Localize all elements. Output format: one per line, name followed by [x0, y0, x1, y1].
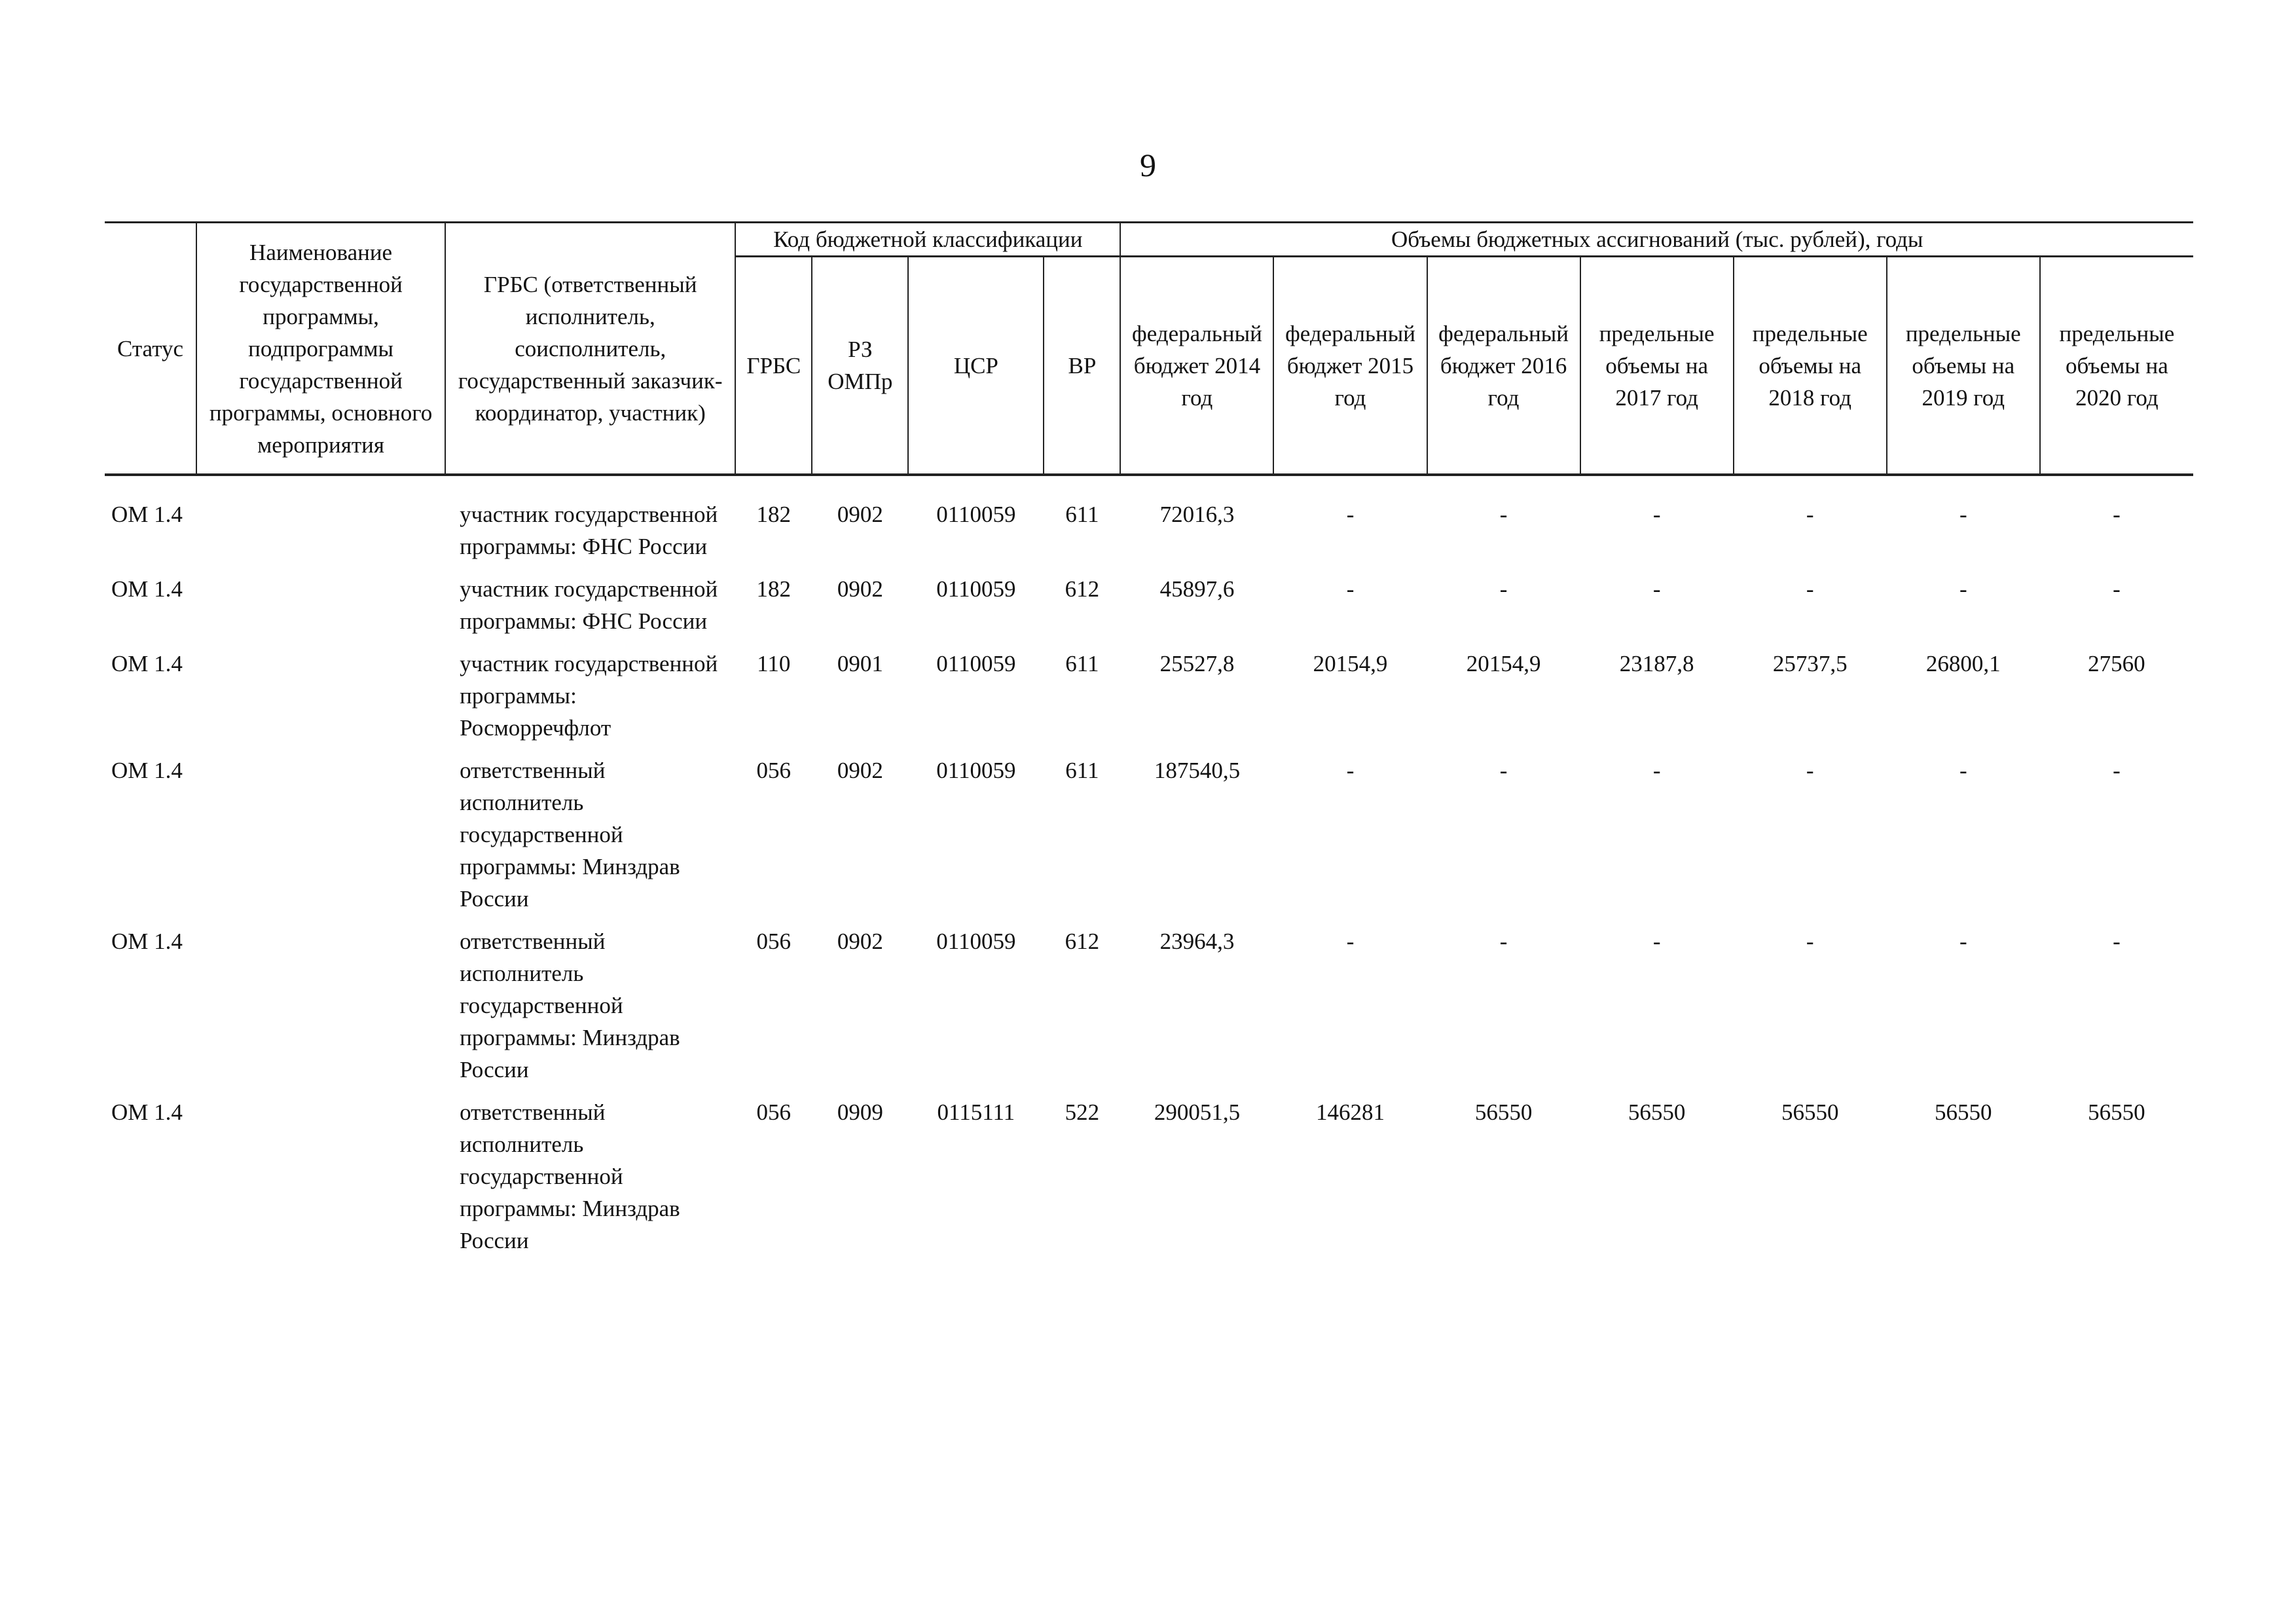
cell-2015: -	[1346, 576, 1355, 602]
cell-2019: 26800,1	[1925, 651, 2001, 676]
cell-2019: -	[1959, 502, 1967, 527]
cell-csr: 0115111	[937, 1099, 1015, 1125]
cell-2016: 56550	[1474, 1099, 1533, 1125]
cell-2016: -	[1499, 576, 1508, 602]
cell-status: ОМ 1.4	[111, 1099, 183, 1125]
cell-grbs: 182	[756, 576, 792, 602]
cell-2016: -	[1499, 758, 1508, 783]
table-row	[105, 754, 2193, 925]
header-vr: ВР	[1044, 257, 1120, 475]
budget-allocation-table	[105, 221, 2193, 1267]
cell-csr: 0110059	[936, 758, 1016, 783]
cell-2020: -	[2113, 502, 2121, 527]
cell-csr: 0110059	[936, 929, 1016, 954]
cell-2020: 27560	[2088, 651, 2145, 676]
cell-grbs-role: ответственный исполнитель государственной программы: Минздрав России	[460, 929, 680, 1082]
table-row	[105, 648, 2193, 754]
cell-rz-ompr: 0902	[837, 576, 883, 602]
cell-csr: 0110059	[936, 651, 1016, 676]
table-row	[105, 573, 2193, 648]
cell-vr: 612	[1065, 576, 1100, 602]
cell-2015: -	[1346, 929, 1355, 954]
cell-grbs: 056	[756, 1099, 792, 1125]
cell-program-name	[196, 1096, 445, 1267]
header-2019: предельные объемы на 2019 год	[1887, 257, 2040, 475]
header-2017: предельные объемы на 2017 год	[1580, 257, 1734, 475]
cell-2020: 56550	[2088, 1099, 2145, 1125]
cell-rz-ompr: 0909	[837, 1099, 883, 1125]
cell-2018: 56550	[1781, 1099, 1839, 1125]
header-grbs: ГРБС	[735, 257, 812, 475]
header-2018: предельные объемы на 2018 год	[1734, 257, 1887, 475]
cell-rz-ompr: 0902	[837, 502, 883, 527]
cell-grbs-role: ответственный исполнитель государственной программы: Минздрав России	[460, 1099, 680, 1253]
cell-grbs: 110	[757, 651, 791, 676]
table-row	[105, 498, 2193, 573]
table-header	[105, 223, 2193, 475]
cell-program-name	[196, 573, 445, 648]
cell-2019: -	[1959, 758, 1967, 783]
table-row	[105, 1096, 2193, 1267]
cell-grbs-role: участник государственной программы: Росморречфлот	[460, 651, 718, 741]
table-body	[105, 475, 2193, 1267]
header-budget-code-group: Код бюджетной классификации	[735, 223, 1120, 257]
cell-program-name	[196, 925, 445, 1096]
header-csr: ЦСР	[908, 257, 1044, 475]
cell-program-name	[196, 498, 445, 573]
table-row	[105, 925, 2193, 1096]
header-2020: предельные объемы на 2020 год	[2040, 257, 2193, 475]
cell-grbs-role: ответственный исполнитель государственной программы: Минздрав России	[460, 758, 680, 912]
cell-status: ОМ 1.4	[111, 651, 183, 676]
cell-2017: -	[1652, 576, 1661, 602]
header-2015: федеральный бюджет 2015 год	[1273, 257, 1427, 475]
header-rz-ompr: РЗ ОМПр	[812, 257, 908, 475]
header-grbs-role: ГРБС (ответственный исполнитель, соисполнитель, государственный заказчик-координатор, участник)	[445, 223, 735, 475]
cell-2014: 187540,5	[1154, 758, 1241, 783]
cell-2014: 72016,3	[1159, 502, 1235, 527]
cell-2014: 23964,3	[1159, 929, 1235, 954]
cell-2015: -	[1346, 502, 1355, 527]
cell-2015: 146281	[1316, 1099, 1385, 1125]
cell-2020: -	[2113, 758, 2121, 783]
cell-rz-ompr: 0901	[837, 651, 883, 676]
cell-2014: 290051,5	[1154, 1099, 1241, 1125]
cell-2014: 25527,8	[1159, 651, 1235, 676]
cell-2015: 20154,9	[1313, 651, 1388, 676]
cell-vr: 611	[1065, 502, 1099, 527]
cell-2016: 20154,9	[1466, 651, 1541, 676]
cell-vr: 611	[1065, 651, 1099, 676]
cell-2017: -	[1652, 929, 1661, 954]
cell-2017: 23187,8	[1619, 651, 1694, 676]
cell-vr: 611	[1065, 758, 1099, 783]
cell-2014: 45897,6	[1159, 576, 1235, 602]
cell-2018: -	[1806, 502, 1814, 527]
cell-grbs-role: участник государственной программы: ФНС России	[460, 576, 718, 634]
cell-vr: 612	[1065, 929, 1100, 954]
cell-grbs: 056	[756, 758, 792, 783]
cell-2016: -	[1499, 502, 1508, 527]
cell-2015: -	[1346, 758, 1355, 783]
header-2016: федеральный бюджет 2016 год	[1427, 257, 1580, 475]
header-allocation-group: Объемы бюджетных ассигнований (тыс. рублей), годы	[1120, 223, 2193, 257]
cell-grbs-role: участник государственной программы: ФНС России	[460, 502, 718, 559]
cell-grbs: 056	[756, 929, 792, 954]
cell-program-name	[196, 754, 445, 925]
cell-2018: -	[1806, 758, 1814, 783]
cell-csr: 0110059	[936, 576, 1016, 602]
cell-2020: -	[2113, 929, 2121, 954]
cell-2019: 56550	[1935, 1099, 1992, 1125]
cell-2019: -	[1959, 576, 1967, 602]
cell-2018: 25737,5	[1772, 651, 1848, 676]
cell-grbs: 182	[756, 502, 792, 527]
cell-rz-ompr: 0902	[837, 758, 883, 783]
cell-program-name	[196, 648, 445, 754]
cell-2019: -	[1959, 929, 1967, 954]
cell-status: ОМ 1.4	[111, 502, 183, 527]
cell-2018: -	[1806, 929, 1814, 954]
page-number: 9	[1140, 147, 1156, 183]
header-status: Статус	[105, 223, 196, 475]
cell-2018: -	[1806, 576, 1814, 602]
cell-status: ОМ 1.4	[111, 758, 183, 783]
header-2014: федеральный бюджет 2014 год	[1120, 257, 1273, 475]
cell-status: ОМ 1.4	[111, 929, 183, 954]
cell-vr: 522	[1065, 1099, 1100, 1125]
cell-2016: -	[1499, 929, 1508, 954]
cell-2017: -	[1652, 502, 1661, 527]
cell-2020: -	[2113, 576, 2121, 602]
cell-2017: -	[1652, 758, 1661, 783]
cell-2017: 56550	[1628, 1099, 1686, 1125]
cell-csr: 0110059	[936, 502, 1016, 527]
cell-status: ОМ 1.4	[111, 576, 183, 602]
cell-rz-ompr: 0902	[837, 929, 883, 954]
header-program-name: Наименование государственной программы, подпрограммы государственной программы, основного мероприятия	[196, 223, 445, 475]
